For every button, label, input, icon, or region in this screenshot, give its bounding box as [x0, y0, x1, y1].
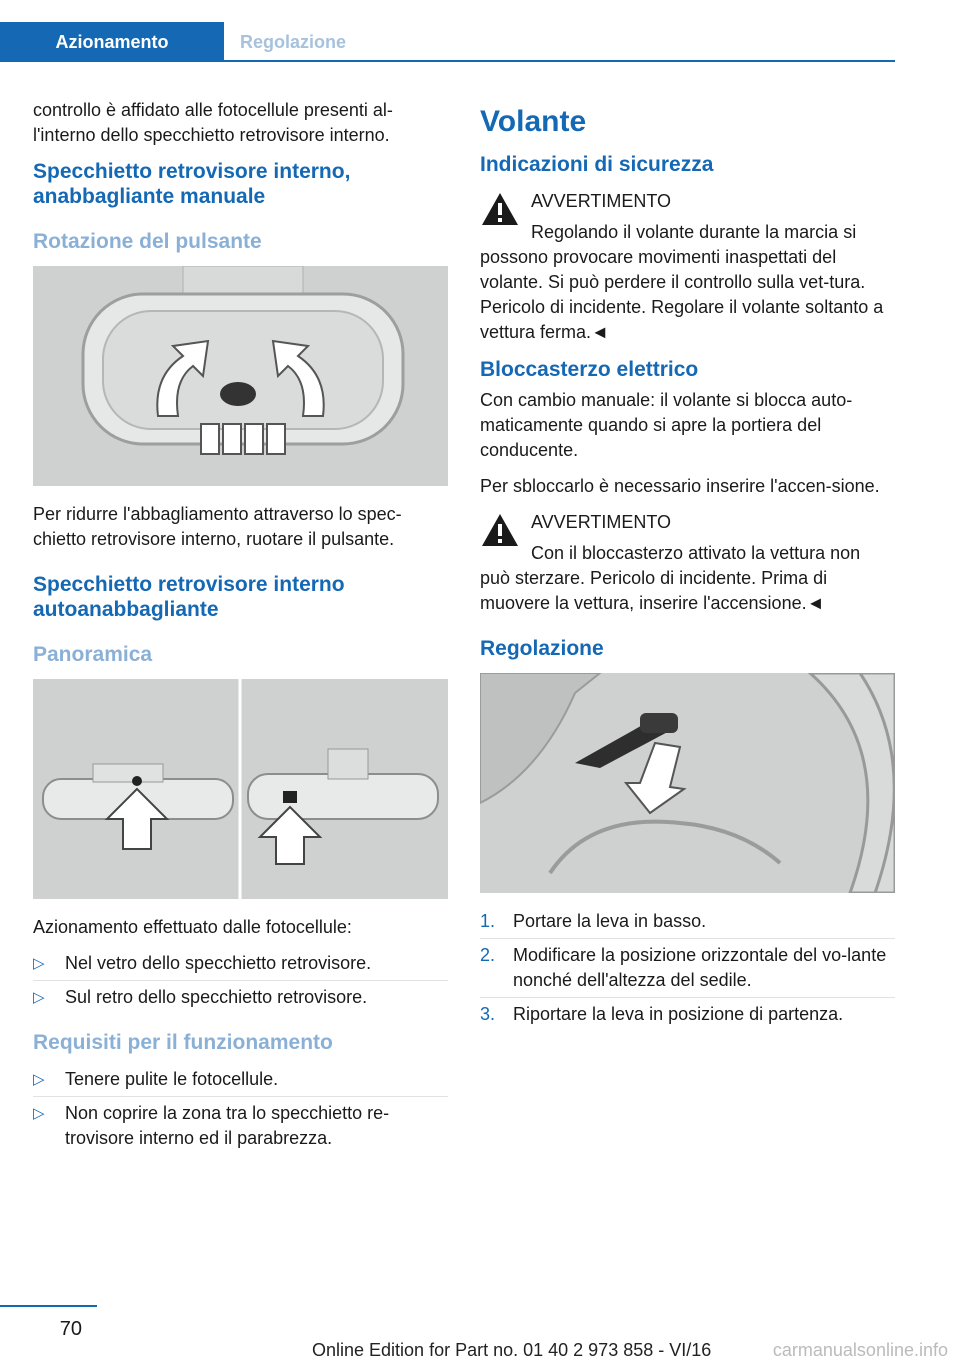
overview-paragraph: Azionamento effettuato dalle fotocellule: — [33, 917, 352, 937]
list-item — [480, 1002, 895, 1027]
warning-text: Regolando il volante durante la marcia si possono provocare movimenti inaspettati del volante. Si può perdere il controllo sulla vet-tura. Pericolo di incidente. Regolare il volante soltanto a vettura ferma.◄ — [480, 222, 884, 342]
heading-requirements: Requisiti per il funzionamento — [33, 1031, 333, 1054]
edition-info: Online Edition for Part no. 01 40 2 973 858 - VI/16 — [312, 1340, 712, 1360]
warning-block — [480, 189, 895, 345]
list-item-text: Non coprire la zona tra lo specchietto re-trovisore interno ed il parabrezza. — [65, 1103, 390, 1148]
bullet-icon: ▷ — [33, 955, 45, 972]
page-number: 70 — [59, 1318, 82, 1340]
watermark: carmanualsonline.info — [772, 1340, 948, 1360]
bullet-icon: ▷ — [33, 989, 45, 1006]
overview-list — [33, 951, 448, 1010]
list-item-text: Sul retro dello specchietto retrovisore. — [65, 987, 368, 1007]
list-item — [480, 943, 895, 993]
list-item — [33, 951, 448, 976]
step-number: 1. — [480, 911, 496, 931]
step-number: 3. — [480, 1004, 496, 1024]
tab-azionamento[interactable]: Azionamento — [0, 22, 224, 62]
step-text: Modificare la posizione orizzontale del vo-lante nonché dell'altezza del sedile. — [513, 945, 887, 990]
left-column — [33, 98, 448, 1169]
heading-auto-mirror: Specchietto retrovisore interno autoanabbagliante — [33, 573, 345, 621]
warning-title: AVVERTIMENTO — [531, 191, 672, 211]
adjustment-steps — [480, 909, 895, 1027]
mirror-knob-illustration — [33, 266, 448, 486]
intro-paragraph: controllo è affidato alle fotocellule presenti al-l'interno dello specchietto retrovisore interno. — [33, 100, 393, 145]
heading-rotation: Rotazione del pulsante — [33, 230, 262, 253]
tab-underline — [224, 60, 895, 62]
bullet-icon: ▷ — [33, 1071, 45, 1088]
right-column — [480, 98, 895, 1036]
list-item-text: Nel vetro dello specchietto retrovisore. — [65, 953, 372, 973]
heading-manual-mirror: Specchietto retrovisore interno, anabbagliante manuale — [33, 160, 351, 208]
warning-title: AVVERTIMENTO — [531, 512, 672, 532]
list-item — [480, 909, 895, 934]
rotation-paragraph: Per ridurre l'abbagliamento attraverso lo spec-chietto retrovisore interno, ruotare il pulsante. — [33, 504, 402, 549]
heading-safety: Indicazioni di sicurezza — [480, 153, 714, 176]
steering-lever-illustration — [480, 673, 895, 893]
warning-triangle-icon — [480, 512, 520, 548]
step-text: Riportare la leva in posizione di partenza. — [513, 1004, 844, 1024]
bullet-icon: ▷ — [33, 1105, 45, 1122]
heading-volante: Volante — [480, 105, 587, 138]
warning-triangle-icon — [480, 191, 520, 227]
photocell-illustration — [33, 679, 448, 899]
warning-text: Con il bloccasterzo attivato la vettura non può sterzare. Pericolo di incidente. Prima di muovere la vettura, inserire l'accensione.◄ — [480, 543, 861, 613]
heading-steering-lock: Bloccasterzo elettrico — [480, 358, 699, 381]
step-number: 2. — [480, 945, 496, 965]
tab-regolazione[interactable]: Regolazione — [240, 31, 347, 52]
warning-block — [480, 510, 895, 616]
requirements-list — [33, 1067, 448, 1151]
lock-paragraph-2: Per sbloccarlo è necessario inserire l'accen-sione. — [480, 476, 880, 496]
list-item-text: Tenere pulite le fotocellule. — [65, 1069, 279, 1089]
list-item — [33, 985, 448, 1010]
list-item — [33, 1067, 448, 1092]
header-tabbar — [0, 22, 895, 62]
lock-paragraph-1: Con cambio manuale: il volante si blocca auto-maticamente quando si apre la portiera del conducente. — [480, 390, 853, 460]
heading-adjustment: Regolazione — [480, 637, 604, 660]
step-text: Portare la leva in basso. — [513, 911, 707, 931]
heading-overview: Panoramica — [33, 643, 153, 666]
list-item — [33, 1101, 448, 1151]
footer-rule — [0, 1305, 97, 1307]
